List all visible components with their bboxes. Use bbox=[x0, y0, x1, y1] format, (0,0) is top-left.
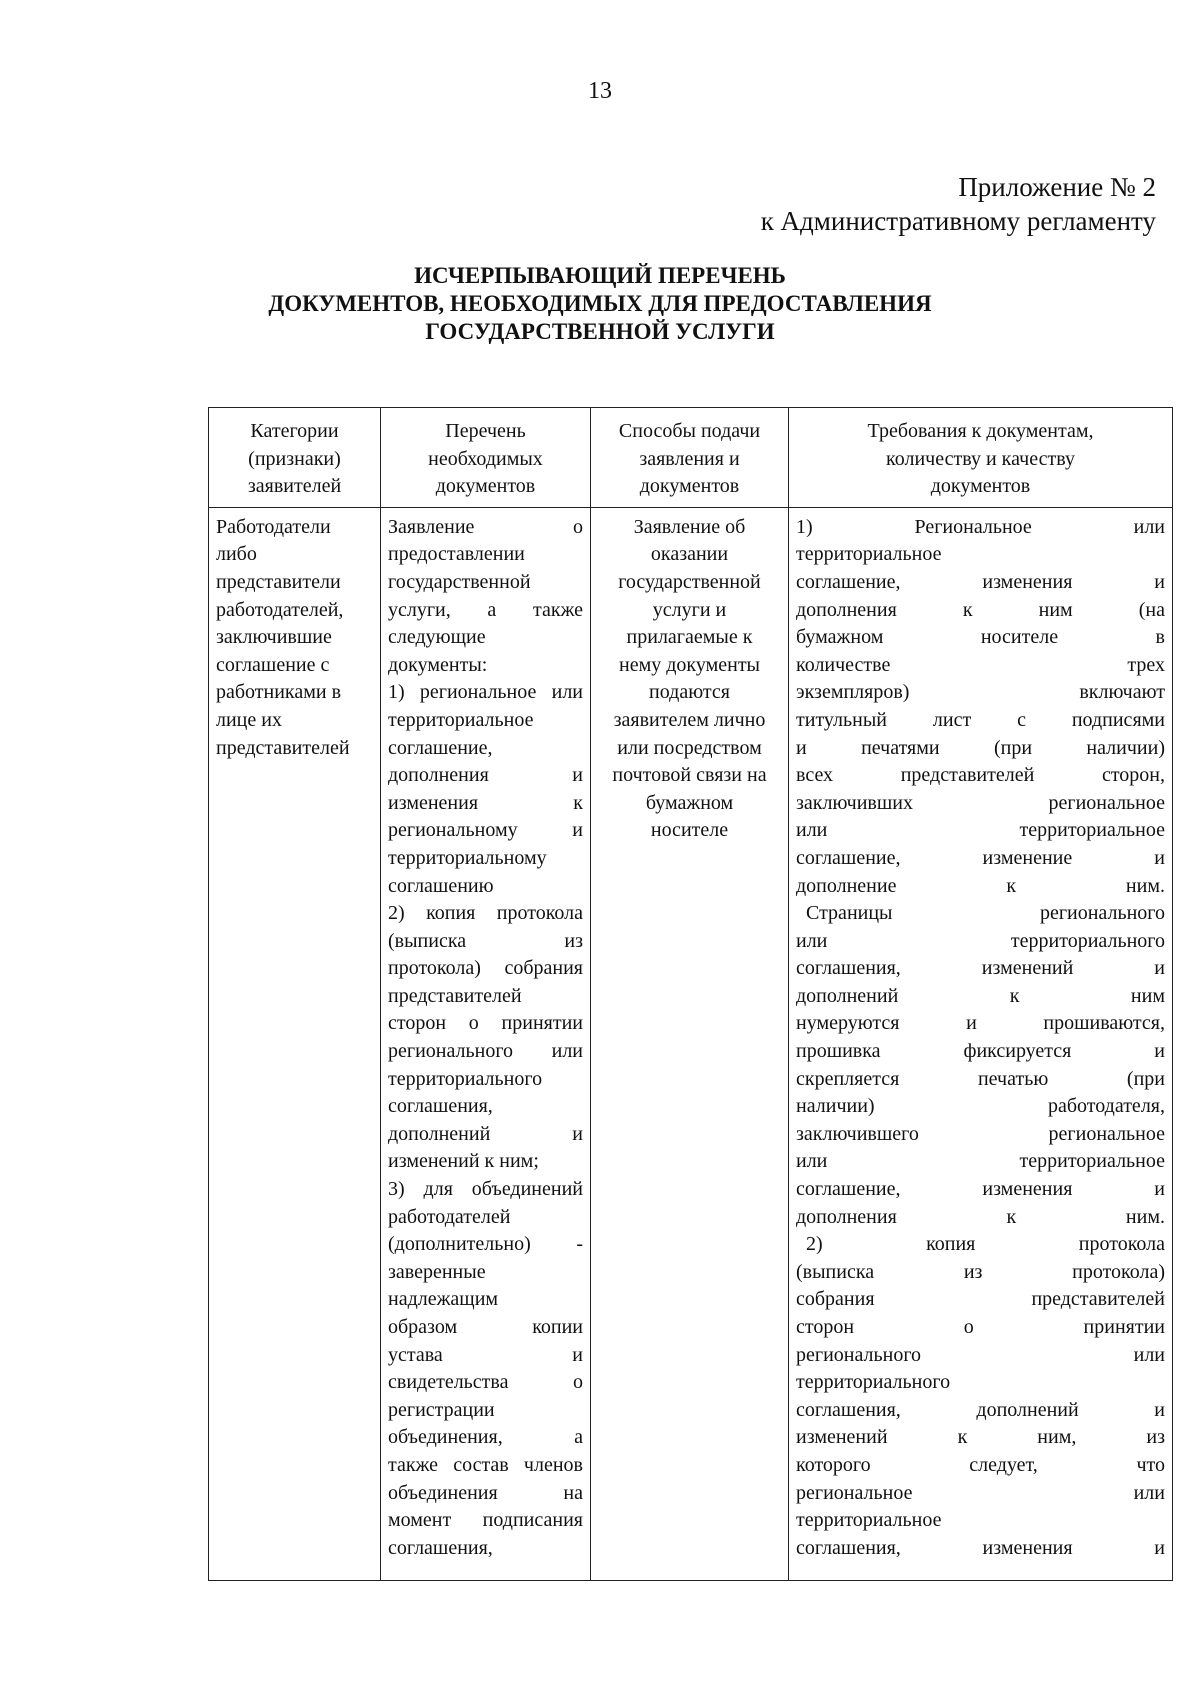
cell-line: соглашения, дополнений и bbox=[796, 1398, 1165, 1421]
cell-line: территориального bbox=[796, 1371, 951, 1394]
cell-line: дополнения к ним (на bbox=[796, 598, 1165, 621]
cell-line: соглашение, изменения и bbox=[796, 1178, 1165, 1201]
cell-line: почтовой связи на bbox=[612, 764, 767, 787]
cell-line: заключивших региональное bbox=[796, 791, 1165, 814]
cell-line: титульный лист с подписями bbox=[796, 708, 1165, 731]
cell-line: нему документы bbox=[619, 653, 760, 676]
header-documents-list: Перечень необходимых документов bbox=[381, 408, 591, 508]
cell-line: Заявление об bbox=[633, 515, 746, 538]
cell-line: соглашение, изменения и bbox=[796, 570, 1165, 593]
cell-line: скрепляется печатью (при bbox=[796, 1067, 1165, 1090]
cell-line: 2) копия протокола bbox=[388, 902, 583, 925]
cell-line: территориального bbox=[388, 1067, 543, 1090]
cell-line: бумажном носителе в bbox=[796, 626, 1165, 649]
cell-line: соглашения, bbox=[388, 1536, 493, 1559]
cell-line: или территориальное bbox=[796, 1150, 1165, 1173]
cell-line: Работодатели bbox=[216, 515, 331, 538]
cell-requirements bbox=[789, 507, 1173, 1580]
cell-line: дополнения и bbox=[388, 764, 583, 787]
table-header-row bbox=[209, 408, 1173, 508]
cell-line: всех представителей сторон, bbox=[796, 764, 1165, 787]
cell-line: Заявление о bbox=[388, 515, 583, 538]
cell-line: регистрации bbox=[388, 1398, 495, 1421]
title-line-3: ГОСУДАРСТВЕННОЙ УСЛУГИ bbox=[425, 319, 775, 344]
cell-line: носителе bbox=[650, 819, 729, 842]
cell-line: момент подписания bbox=[388, 1509, 583, 1532]
header-submission-methods: Способы подачи заявления и документов bbox=[591, 408, 789, 508]
cell-line: территориальное bbox=[796, 543, 942, 566]
cell-line: соглашение, изменение и bbox=[796, 846, 1165, 869]
cell-line: устава и bbox=[388, 1343, 583, 1366]
cell-line: количестве трех bbox=[796, 653, 1165, 676]
cell-line: 1) Региональное или bbox=[796, 515, 1165, 538]
cell-line: сторон о принятии bbox=[388, 1012, 583, 1035]
cell-line: соглашения, bbox=[388, 1095, 493, 1118]
cell-line: образом копии bbox=[388, 1316, 583, 1338]
cell-applicant-category bbox=[209, 507, 381, 1580]
cell-line: заключившего региональное bbox=[796, 1122, 1165, 1145]
appendix-line-1: Приложение № 2 bbox=[958, 172, 1156, 202]
cell-line: территориальное bbox=[796, 1509, 942, 1532]
cell-line: дополнение к ним. bbox=[796, 874, 1165, 897]
appendix-label bbox=[761, 170, 1156, 238]
cell-line: следующие bbox=[388, 626, 486, 649]
cell-line: работниками в bbox=[216, 681, 342, 704]
cell-line: территориальное bbox=[388, 708, 534, 731]
cell-line: или территориального bbox=[796, 929, 1165, 952]
header-categories: Категории (признаки) заявителей bbox=[209, 408, 381, 508]
cell-line: дополнения к ним. bbox=[796, 1205, 1165, 1228]
cell-line: работодателей, bbox=[216, 598, 344, 621]
cell-line: лице их bbox=[216, 708, 282, 731]
cell-line: услуги, а также bbox=[388, 598, 583, 621]
table-row bbox=[209, 507, 1173, 1580]
cell-line: 3) для объединений bbox=[388, 1178, 583, 1201]
cell-line: (выписка из протокола) bbox=[796, 1260, 1165, 1283]
cell-line: заключившие bbox=[216, 626, 332, 649]
cell-line: регионального или bbox=[388, 1040, 583, 1063]
cell-line: оказании bbox=[650, 543, 729, 566]
cell-line: изменения к bbox=[388, 791, 583, 814]
appendix-line-2: к Административному регламенту bbox=[760, 206, 1156, 236]
cell-line: соглашение с bbox=[216, 653, 330, 676]
cell-line: соглашения, изменений и bbox=[796, 957, 1165, 980]
cell-line: регионального или bbox=[796, 1343, 1165, 1366]
cell-line: услуги и bbox=[652, 598, 727, 621]
cell-line: сторон о принятии bbox=[796, 1316, 1165, 1338]
cell-line: 1) региональное или bbox=[388, 681, 583, 704]
cell-line: дополнений и bbox=[388, 1122, 583, 1145]
cell-line: работодателей bbox=[388, 1205, 511, 1228]
cell-line: представителей bbox=[388, 984, 522, 1007]
cell-line: которого следует, что bbox=[796, 1453, 1165, 1476]
page-number: 13 bbox=[588, 78, 612, 104]
title-line-1: ИСЧЕРПЫВАЮЩИЙ ПЕРЕЧЕНЬ bbox=[414, 263, 786, 288]
cell-line: либо bbox=[216, 543, 257, 566]
cell-required-documents bbox=[381, 507, 591, 1580]
cell-line: региональному и bbox=[388, 819, 583, 842]
cell-line: (выписка из bbox=[388, 929, 583, 952]
header-document-requirements: Требования к документам, количеству и качеству документов bbox=[789, 408, 1173, 508]
cell-line: дополнений к ним bbox=[796, 984, 1165, 1007]
cell-line: соглашение, bbox=[388, 736, 493, 759]
cell-line: Страницы регионального bbox=[806, 902, 1165, 925]
cell-line: государственной bbox=[618, 570, 761, 593]
cell-line: объединения, а bbox=[388, 1426, 583, 1449]
cell-line: подаются bbox=[649, 681, 730, 704]
cell-line: или территориальное bbox=[796, 819, 1165, 842]
cell-line: также состав членов bbox=[388, 1453, 583, 1476]
cell-line: представителей bbox=[216, 736, 350, 759]
cell-line: документы: bbox=[388, 653, 488, 676]
document-title bbox=[0, 262, 1200, 346]
cell-line: или посредством bbox=[617, 736, 762, 759]
cell-line: 2) копия протокола bbox=[806, 1233, 1165, 1256]
cell-line: представители bbox=[216, 570, 341, 593]
cell-line: собрания представителей bbox=[796, 1288, 1165, 1311]
cell-line: (дополнительно) - bbox=[388, 1233, 583, 1256]
cell-line: бумажном bbox=[645, 791, 734, 814]
cell-line: нумеруются и прошиваются, bbox=[796, 1012, 1165, 1035]
cell-line: протокола) собрания bbox=[388, 957, 583, 980]
cell-line: государственной bbox=[388, 570, 531, 593]
cell-line: изменений к ним, из bbox=[796, 1426, 1165, 1449]
requirements-table bbox=[208, 407, 1173, 1581]
cell-line: прошивка фиксируется и bbox=[796, 1040, 1165, 1063]
cell-line: региональное или bbox=[796, 1481, 1165, 1504]
cell-line: свидетельства о bbox=[388, 1371, 583, 1394]
cell-line: экземпляров) включают bbox=[796, 681, 1165, 704]
cell-line: и печатями (при наличии) bbox=[796, 736, 1165, 759]
cell-line: объединения на bbox=[388, 1481, 583, 1504]
cell-line: заявителем лично bbox=[613, 708, 766, 731]
cell-submission-method bbox=[591, 507, 789, 1580]
cell-line: соглашению bbox=[388, 874, 494, 897]
cell-line: наличии) работодателя, bbox=[796, 1095, 1165, 1118]
cell-line: территориальному bbox=[388, 846, 547, 869]
cell-line: изменений к ним; bbox=[388, 1150, 539, 1173]
cell-line: заверенные bbox=[388, 1260, 486, 1283]
cell-line: прилагаемые к bbox=[626, 626, 753, 649]
cell-line: предоставлении bbox=[388, 543, 525, 566]
title-line-2: ДОКУМЕНТОВ, НЕОБХОДИМЫХ ДЛЯ ПРЕДОСТАВЛЕНИЯ bbox=[268, 291, 932, 316]
cell-line: надлежащим bbox=[388, 1288, 499, 1311]
cell-line: соглашения, изменения и bbox=[796, 1536, 1165, 1559]
